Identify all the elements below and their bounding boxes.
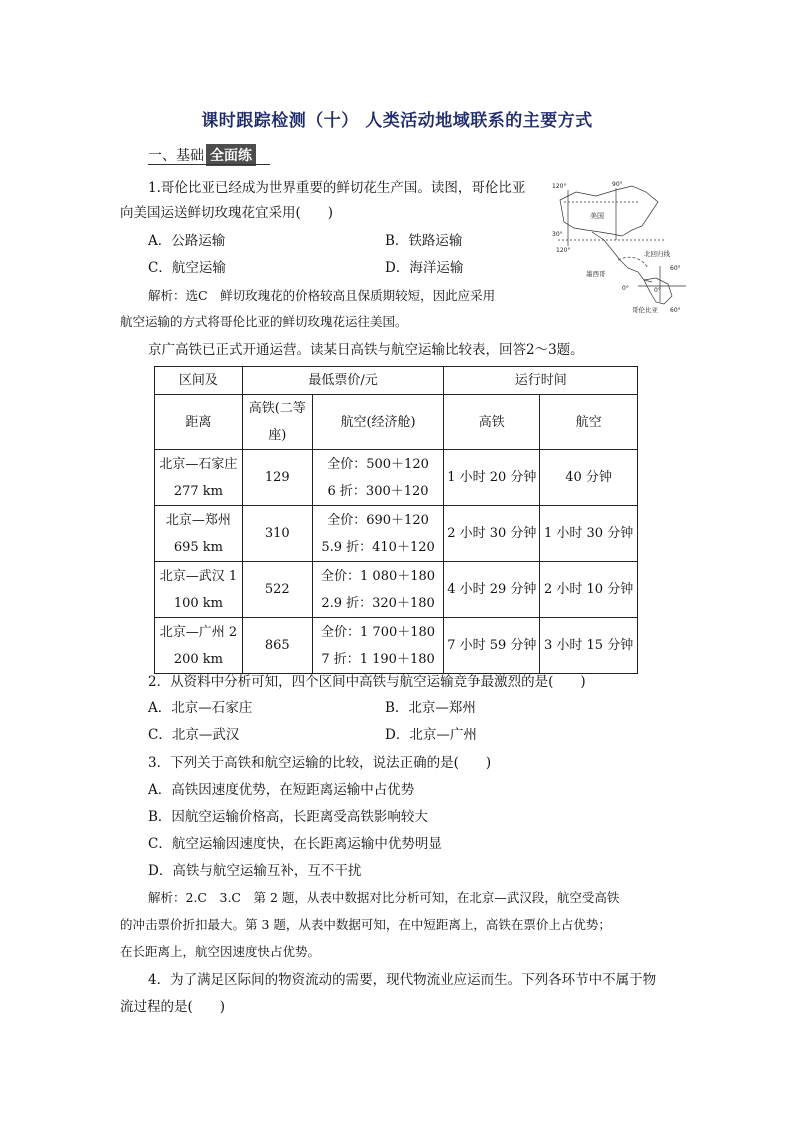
cell-rail-time: 4 小时 29 分钟: [444, 562, 540, 618]
cell-air-time: 1 小时 30 分钟: [540, 506, 638, 562]
cell-segment: 北京—武汉 1 100 km: [155, 562, 243, 618]
cell-rail-price: 310: [242, 506, 312, 562]
cell-segment: 北京—广州 2 200 km: [155, 618, 243, 674]
comparison-table: [154, 366, 638, 674]
header-rail-price: 高铁(二等座): [242, 395, 312, 450]
header-rail-time: 高铁: [444, 395, 540, 450]
header-time: 运行时间: [444, 367, 638, 395]
map-label-lon60: 60°: [670, 265, 681, 272]
cell-rail-price: 865: [242, 618, 312, 674]
cell-air-time: 40 分钟: [540, 450, 638, 506]
q1-option-a: A．公路运输: [148, 233, 226, 249]
cell-air-time: 3 小时 15 分钟: [540, 618, 638, 674]
map-label-lon90: 90°: [612, 181, 623, 188]
q4-stem-line2: 流过程的是( ): [120, 999, 226, 1015]
q1-stem-line1: 1.哥伦比亚已经成为世界重要的鲜切花生产国。读图，哥伦比亚: [148, 180, 526, 196]
q1-analysis-line2: 航空运输的方式将哥伦比亚的鲜切玫瑰花运往美国。: [120, 314, 408, 329]
q23-analysis-line2: 的冲击票价折扣最大。第 3 题，从表中数据可知，在中短距离上，高铁在票价上占优势；: [120, 917, 611, 932]
map-figure: [552, 178, 692, 318]
table-intro: 京广高铁已正式开通运营。读某日高铁与航空运输比较表，回答2～3题。: [148, 342, 584, 358]
map-label-tropic: 北回归线: [644, 250, 670, 258]
table-header-row-1: [155, 367, 638, 395]
map-label-usa: 美国: [590, 212, 604, 220]
section-heading: [148, 144, 256, 166]
q3-option-d: D．高铁与航空运输互补，互不干扰: [148, 863, 362, 879]
table-row: [155, 506, 638, 562]
cell-rail-price: 522: [242, 562, 312, 618]
q3-option-a: A．高铁因速度优势，在短距离运输中占优势: [148, 782, 415, 798]
header-distance: 距离: [155, 395, 243, 450]
q3-option-c: C．航空运输因速度快，在长距离运输中优势明显: [148, 836, 442, 852]
map-label-zero1: 0°: [622, 285, 629, 292]
cell-air-time: 2 小时 10 分钟: [540, 562, 638, 618]
cell-rail-time: 1 小时 20 分钟: [444, 450, 540, 506]
map-label-lat30: 30°: [552, 231, 563, 238]
cell-air-price: [312, 450, 444, 506]
cell-air-price: [312, 506, 444, 562]
q23-analysis-line1: 解析：2.C 3.C 第 2 题，从表中数据对比分析可知，在北京—武汉段，航空受高铁: [148, 890, 620, 905]
q2-option-c: C．北京—武汉: [148, 727, 240, 743]
q2-option-a: A．北京—石家庄: [148, 700, 253, 716]
cell-air-discount: 7 折：1 190＋180: [321, 651, 435, 667]
cell-air-full: 全价：690＋120: [327, 512, 429, 528]
cell-air-discount: 6 折：300＋120: [327, 483, 429, 499]
cell-rail-price: 129: [242, 450, 312, 506]
map-label-lon120-side: 120°: [556, 247, 571, 254]
cell-segment: 北京—郑州 695 km: [155, 506, 243, 562]
page-title: 课时跟踪检测（十） 人类活动地域联系的主要方式: [201, 111, 593, 131]
q1-option-c: C．航空运输: [148, 260, 226, 276]
header-section: 区间及: [155, 367, 243, 395]
q4-stem-line1: 4．为了满足区际间的物资流动的需要，现代物流业应运而生。下列各环节中不属于物: [148, 972, 657, 988]
cell-segment: 北京—石家庄 277 km: [155, 450, 243, 506]
q1-stem-line2: 向美国运送鲜切玫瑰花宜采用( ): [120, 205, 334, 221]
table-header-row-2: [155, 395, 638, 450]
section-boxed-label: 全面练: [206, 144, 256, 166]
table-row: [155, 562, 638, 618]
header-air-price: 航空(经济舱): [312, 395, 444, 450]
cell-air-discount: 5.9 折：410＋120: [321, 539, 435, 555]
header-price: 最低票价/元: [242, 367, 444, 395]
section-underline: [148, 164, 270, 165]
q23-analysis-line3: 在长距离上，航空因速度快占优势。: [120, 944, 321, 959]
cell-air-full: 全价：1 080＋180: [321, 568, 436, 584]
cell-air-full: 全价：1 700＋180: [321, 624, 436, 640]
table-row: [155, 450, 638, 506]
section-prefix: 一、基础: [148, 148, 204, 164]
map-label-zero2: 0°: [654, 287, 661, 294]
cell-rail-time: 7 小时 59 分钟: [444, 618, 540, 674]
map-label-lon120-top: 120°: [552, 183, 567, 190]
map-label-lat60b: 60°: [670, 307, 681, 314]
header-air-time: 航空: [540, 395, 638, 450]
q3-option-b: B．因航空运输价格高，长距离受高铁影响较大: [148, 809, 428, 825]
north-america-outline: [560, 186, 658, 236]
map-label-mexico: 墨西哥: [586, 270, 606, 278]
cell-air-full: 全价：500＋120: [327, 456, 429, 472]
cell-air-price: [312, 618, 444, 674]
q2-option-d: D．北京—广州: [385, 727, 477, 743]
map-label-colombia: 哥伦比亚: [632, 306, 658, 314]
q2-option-b: B．北京—郑州: [385, 700, 476, 716]
q2-stem: 2．从资料中分析可知，四个区间中高铁与航空运输竞争最激烈的是( ): [148, 674, 586, 690]
table-row: [155, 618, 638, 674]
cell-air-discount: 2.9 折：320＋180: [321, 595, 435, 611]
q1-option-b: B．铁路运输: [385, 233, 463, 249]
q3-stem: 3．下列关于高铁和航空运输的比较，说法正确的是( ): [148, 755, 492, 771]
cell-rail-time: 2 小时 30 分钟: [444, 506, 540, 562]
cell-air-price: [312, 562, 444, 618]
q1-analysis-line1: 解析：选C 鲜切玫瑰花的价格较高且保质期较短，因此应采用: [148, 288, 496, 303]
q1-option-d: D．海洋运输: [385, 260, 464, 276]
